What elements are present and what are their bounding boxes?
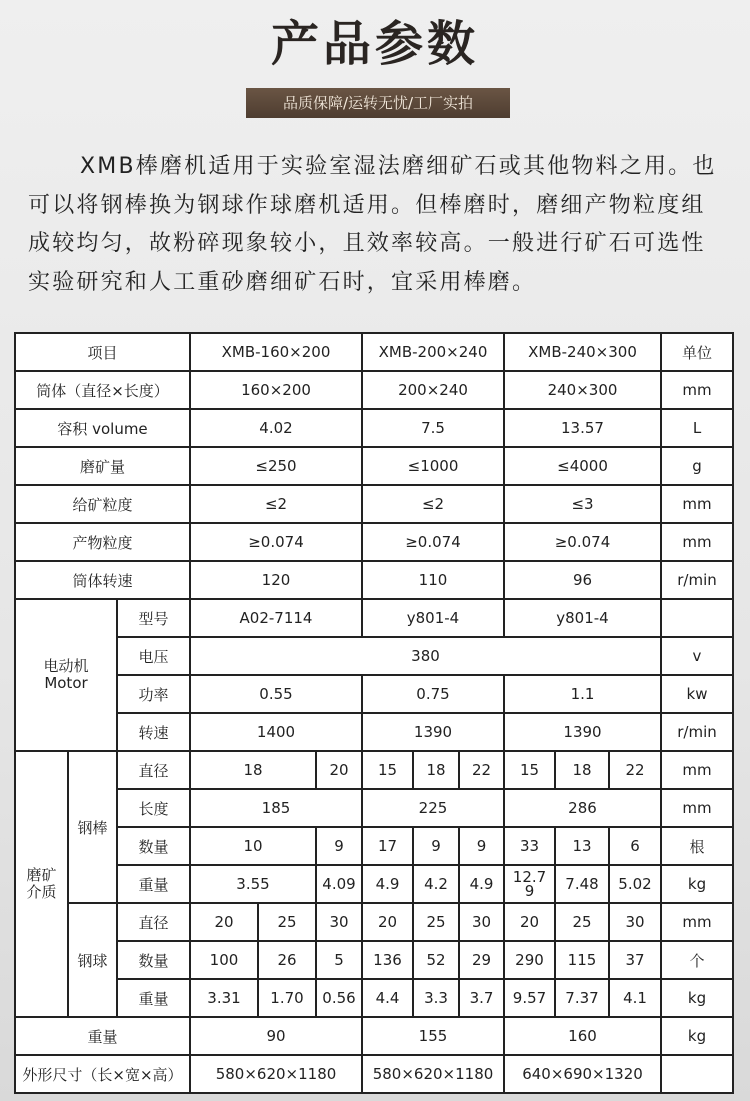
media-label-2: 介质 (26, 883, 57, 901)
volume-value-3: 13.57 (504, 409, 661, 447)
rod-weight-value: 4.9 (362, 865, 413, 903)
rod-count-value: 17 (362, 827, 413, 865)
product-label: 产物粒度 (15, 523, 190, 561)
ball-count-value: 5 (316, 941, 362, 979)
intro-text: XMB棒磨机适用于实验室湿法磨细矿石或其他物料之用。也可以将钢棒换为钢球作球磨机适用。但棒磨时，磨细产物粒度组成较均匀，故粉碎现象较小，且效率较高。一般进行矿石可选性实验研究和人工重砂磨细矿石时，宜采用棒磨。 (28, 154, 717, 295)
rod-diameter-value: 18 (413, 751, 459, 789)
ball-diameter-unit: mm (661, 903, 733, 941)
table-row-total-weight (15, 1017, 733, 1055)
rod-group-label: 钢棒 (68, 751, 117, 903)
media-label-1: 磨矿 (26, 866, 57, 884)
table-row-rod-diameter (15, 751, 733, 789)
cylinder-value-3: 240×300 (504, 371, 661, 409)
rod-weight-value: 4.2 (413, 865, 459, 903)
grinding-value-2: ≤1000 (362, 447, 504, 485)
cylinder-unit: mm (661, 371, 733, 409)
rod-weight-value: 7.48 (555, 865, 609, 903)
motor-model-value-3: y801-4 (504, 599, 661, 637)
motor-voltage-unit: v (661, 637, 733, 675)
table-row-volume (15, 409, 733, 447)
rod-diameter-value: 20 (316, 751, 362, 789)
rod-weight-value-wrapped (504, 865, 555, 903)
header-item: 项目 (15, 333, 190, 371)
rod-count-value: 9 (413, 827, 459, 865)
grinding-label: 磨矿量 (15, 447, 190, 485)
motor-label-en: Motor (44, 674, 88, 692)
cylinder-value-2: 200×240 (362, 371, 504, 409)
ball-weight-value: 9.57 (504, 979, 555, 1017)
header-model-2: XMB-200×240 (362, 333, 504, 371)
dimensions-value-3: 640×690×1320 (504, 1055, 661, 1093)
dimensions-unit (661, 1055, 733, 1093)
feed-value-2: ≤2 (362, 485, 504, 523)
motor-rpm-value-2: 1390 (362, 713, 504, 751)
ball-diameter-value: 25 (555, 903, 609, 941)
ball-count-value: 37 (609, 941, 661, 979)
table-row-product (15, 523, 733, 561)
rod-length-label: 长度 (117, 789, 190, 827)
rod-diameter-value: 15 (362, 751, 413, 789)
ball-count-value: 52 (413, 941, 459, 979)
motor-rpm-value-3: 1390 (504, 713, 661, 751)
volume-label: 容积 volume (15, 409, 190, 447)
page-title: 产品参数 (270, 16, 479, 72)
total-weight-unit: kg (661, 1017, 733, 1055)
ball-diameter-value: 30 (316, 903, 362, 941)
table-row-motor-power (15, 675, 733, 713)
speed-value-1: 120 (190, 561, 362, 599)
feed-label: 给矿粒度 (15, 485, 190, 523)
dimensions-label: 外形尺寸（长×宽×高） (15, 1055, 190, 1093)
total-weight-value-3: 160 (504, 1017, 661, 1055)
motor-model-value-2: y801-4 (362, 599, 504, 637)
ball-count-value: 115 (555, 941, 609, 979)
motor-power-value-3: 1.1 (504, 675, 661, 713)
grinding-value-3: ≤4000 (504, 447, 661, 485)
ball-weight-unit: kg (661, 979, 733, 1017)
table-row-motor-model (15, 599, 733, 637)
ball-weight-value: 4.1 (609, 979, 661, 1017)
rod-weight-value-part: 12.7 (512, 868, 547, 886)
ball-diameter-value: 20 (362, 903, 413, 941)
grinding-unit: g (661, 447, 733, 485)
ball-count-label: 数量 (117, 941, 190, 979)
motor-rpm-label: 转速 (117, 713, 190, 751)
rod-count-value: 9 (316, 827, 362, 865)
subtitle-banner: 品质保障/运转无忧/工厂实拍 (246, 88, 510, 118)
ball-weight-label: 重量 (117, 979, 190, 1017)
intro-paragraph (28, 148, 728, 302)
table-row-dimensions (15, 1055, 733, 1093)
table-header-row (15, 333, 733, 371)
rod-length-unit: mm (661, 789, 733, 827)
dimensions-value-1: 580×620×1180 (190, 1055, 362, 1093)
product-value-1: ≥0.074 (190, 523, 362, 561)
ball-diameter-value: 20 (190, 903, 258, 941)
speed-value-3: 96 (504, 561, 661, 599)
ball-diameter-label: 直径 (117, 903, 190, 941)
table-row-cylinder (15, 371, 733, 409)
rod-diameter-value: 18 (190, 751, 316, 789)
rod-length-value-2: 225 (362, 789, 504, 827)
motor-rpm-unit: r/min (661, 713, 733, 751)
ball-weight-value: 3.7 (459, 979, 504, 1017)
cylinder-label: 筒体（直径×长度） (15, 371, 190, 409)
cylinder-value-1: 160×200 (190, 371, 362, 409)
ball-count-value: 290 (504, 941, 555, 979)
ball-weight-value: 3.3 (413, 979, 459, 1017)
motor-model-value-1: A02-7114 (190, 599, 362, 637)
rod-weight-unit: kg (661, 865, 733, 903)
table-row-motor-rpm (15, 713, 733, 751)
ball-weight-value: 0.56 (316, 979, 362, 1017)
rod-count-value: 9 (459, 827, 504, 865)
rod-weight-value: 4.09 (316, 865, 362, 903)
motor-group-label (15, 599, 117, 751)
product-value-2: ≥0.074 (362, 523, 504, 561)
rod-weight-label: 重量 (117, 865, 190, 903)
rod-diameter-value: 18 (555, 751, 609, 789)
speed-unit: r/min (661, 561, 733, 599)
dimensions-value-2: 580×620×1180 (362, 1055, 504, 1093)
spec-table (14, 332, 734, 1094)
ball-diameter-value: 30 (459, 903, 504, 941)
ball-count-value: 26 (258, 941, 316, 979)
ball-count-value: 29 (459, 941, 504, 979)
header-model-1: XMB-160×200 (190, 333, 362, 371)
table-row-grinding (15, 447, 733, 485)
table-row-feed (15, 485, 733, 523)
rod-weight-value: 4.9 (459, 865, 504, 903)
feed-value-1: ≤2 (190, 485, 362, 523)
motor-power-value-1: 0.55 (190, 675, 362, 713)
motor-power-value-2: 0.75 (362, 675, 504, 713)
motor-model-label: 型号 (117, 599, 190, 637)
motor-voltage-value: 380 (190, 637, 661, 675)
motor-model-unit (661, 599, 733, 637)
rod-weight-value-part: 9 (524, 882, 535, 900)
feed-value-3: ≤3 (504, 485, 661, 523)
table-row-ball-count (15, 941, 733, 979)
ball-diameter-value: 30 (609, 903, 661, 941)
rod-count-label: 数量 (117, 827, 190, 865)
ball-count-value: 100 (190, 941, 258, 979)
rod-diameter-label: 直径 (117, 751, 190, 789)
volume-unit: L (661, 409, 733, 447)
rod-count-value: 6 (609, 827, 661, 865)
rod-length-value-3: 286 (504, 789, 661, 827)
rod-length-value-1: 185 (190, 789, 362, 827)
rod-diameter-value: 15 (504, 751, 555, 789)
table-row-ball-weight (15, 979, 733, 1017)
grinding-value-1: ≤250 (190, 447, 362, 485)
ball-count-unit: 个 (661, 941, 733, 979)
total-weight-value-1: 90 (190, 1017, 362, 1055)
product-value-3: ≥0.074 (504, 523, 661, 561)
table-row-rod-count (15, 827, 733, 865)
header-model-3: XMB-240×300 (504, 333, 661, 371)
ball-weight-value: 3.31 (190, 979, 258, 1017)
ball-diameter-value: 25 (258, 903, 316, 941)
ball-count-value: 136 (362, 941, 413, 979)
volume-value-1: 4.02 (190, 409, 362, 447)
ball-diameter-value: 25 (413, 903, 459, 941)
motor-power-unit: kw (661, 675, 733, 713)
table-row-ball-diameter (15, 903, 733, 941)
speed-value-2: 110 (362, 561, 504, 599)
rod-diameter-unit: mm (661, 751, 733, 789)
table-row-rod-weight (15, 865, 733, 903)
ball-diameter-value: 20 (504, 903, 555, 941)
rod-weight-value: 3.55 (190, 865, 316, 903)
table-row-motor-voltage (15, 637, 733, 675)
rod-weight-value: 5.02 (609, 865, 661, 903)
motor-voltage-label: 电压 (117, 637, 190, 675)
table-row-speed (15, 561, 733, 599)
speed-label: 筒体转速 (15, 561, 190, 599)
media-group-label (15, 751, 68, 1017)
feed-unit: mm (661, 485, 733, 523)
ball-weight-value: 4.4 (362, 979, 413, 1017)
rod-count-value: 10 (190, 827, 316, 865)
motor-rpm-value-1: 1400 (190, 713, 362, 751)
volume-value-2: 7.5 (362, 409, 504, 447)
rod-diameter-value: 22 (459, 751, 504, 789)
rod-diameter-value: 22 (609, 751, 661, 789)
total-weight-label: 重量 (15, 1017, 190, 1055)
rod-count-value: 33 (504, 827, 555, 865)
total-weight-value-2: 155 (362, 1017, 504, 1055)
motor-label-cn: 电动机 (43, 657, 89, 675)
motor-power-label: 功率 (117, 675, 190, 713)
product-unit: mm (661, 523, 733, 561)
ball-group-label: 钢球 (68, 903, 117, 1017)
ball-weight-value: 1.70 (258, 979, 316, 1017)
ball-weight-value: 7.37 (555, 979, 609, 1017)
rod-count-unit: 根 (661, 827, 733, 865)
header-unit: 单位 (661, 333, 733, 371)
table-row-rod-length (15, 789, 733, 827)
rod-count-value: 13 (555, 827, 609, 865)
